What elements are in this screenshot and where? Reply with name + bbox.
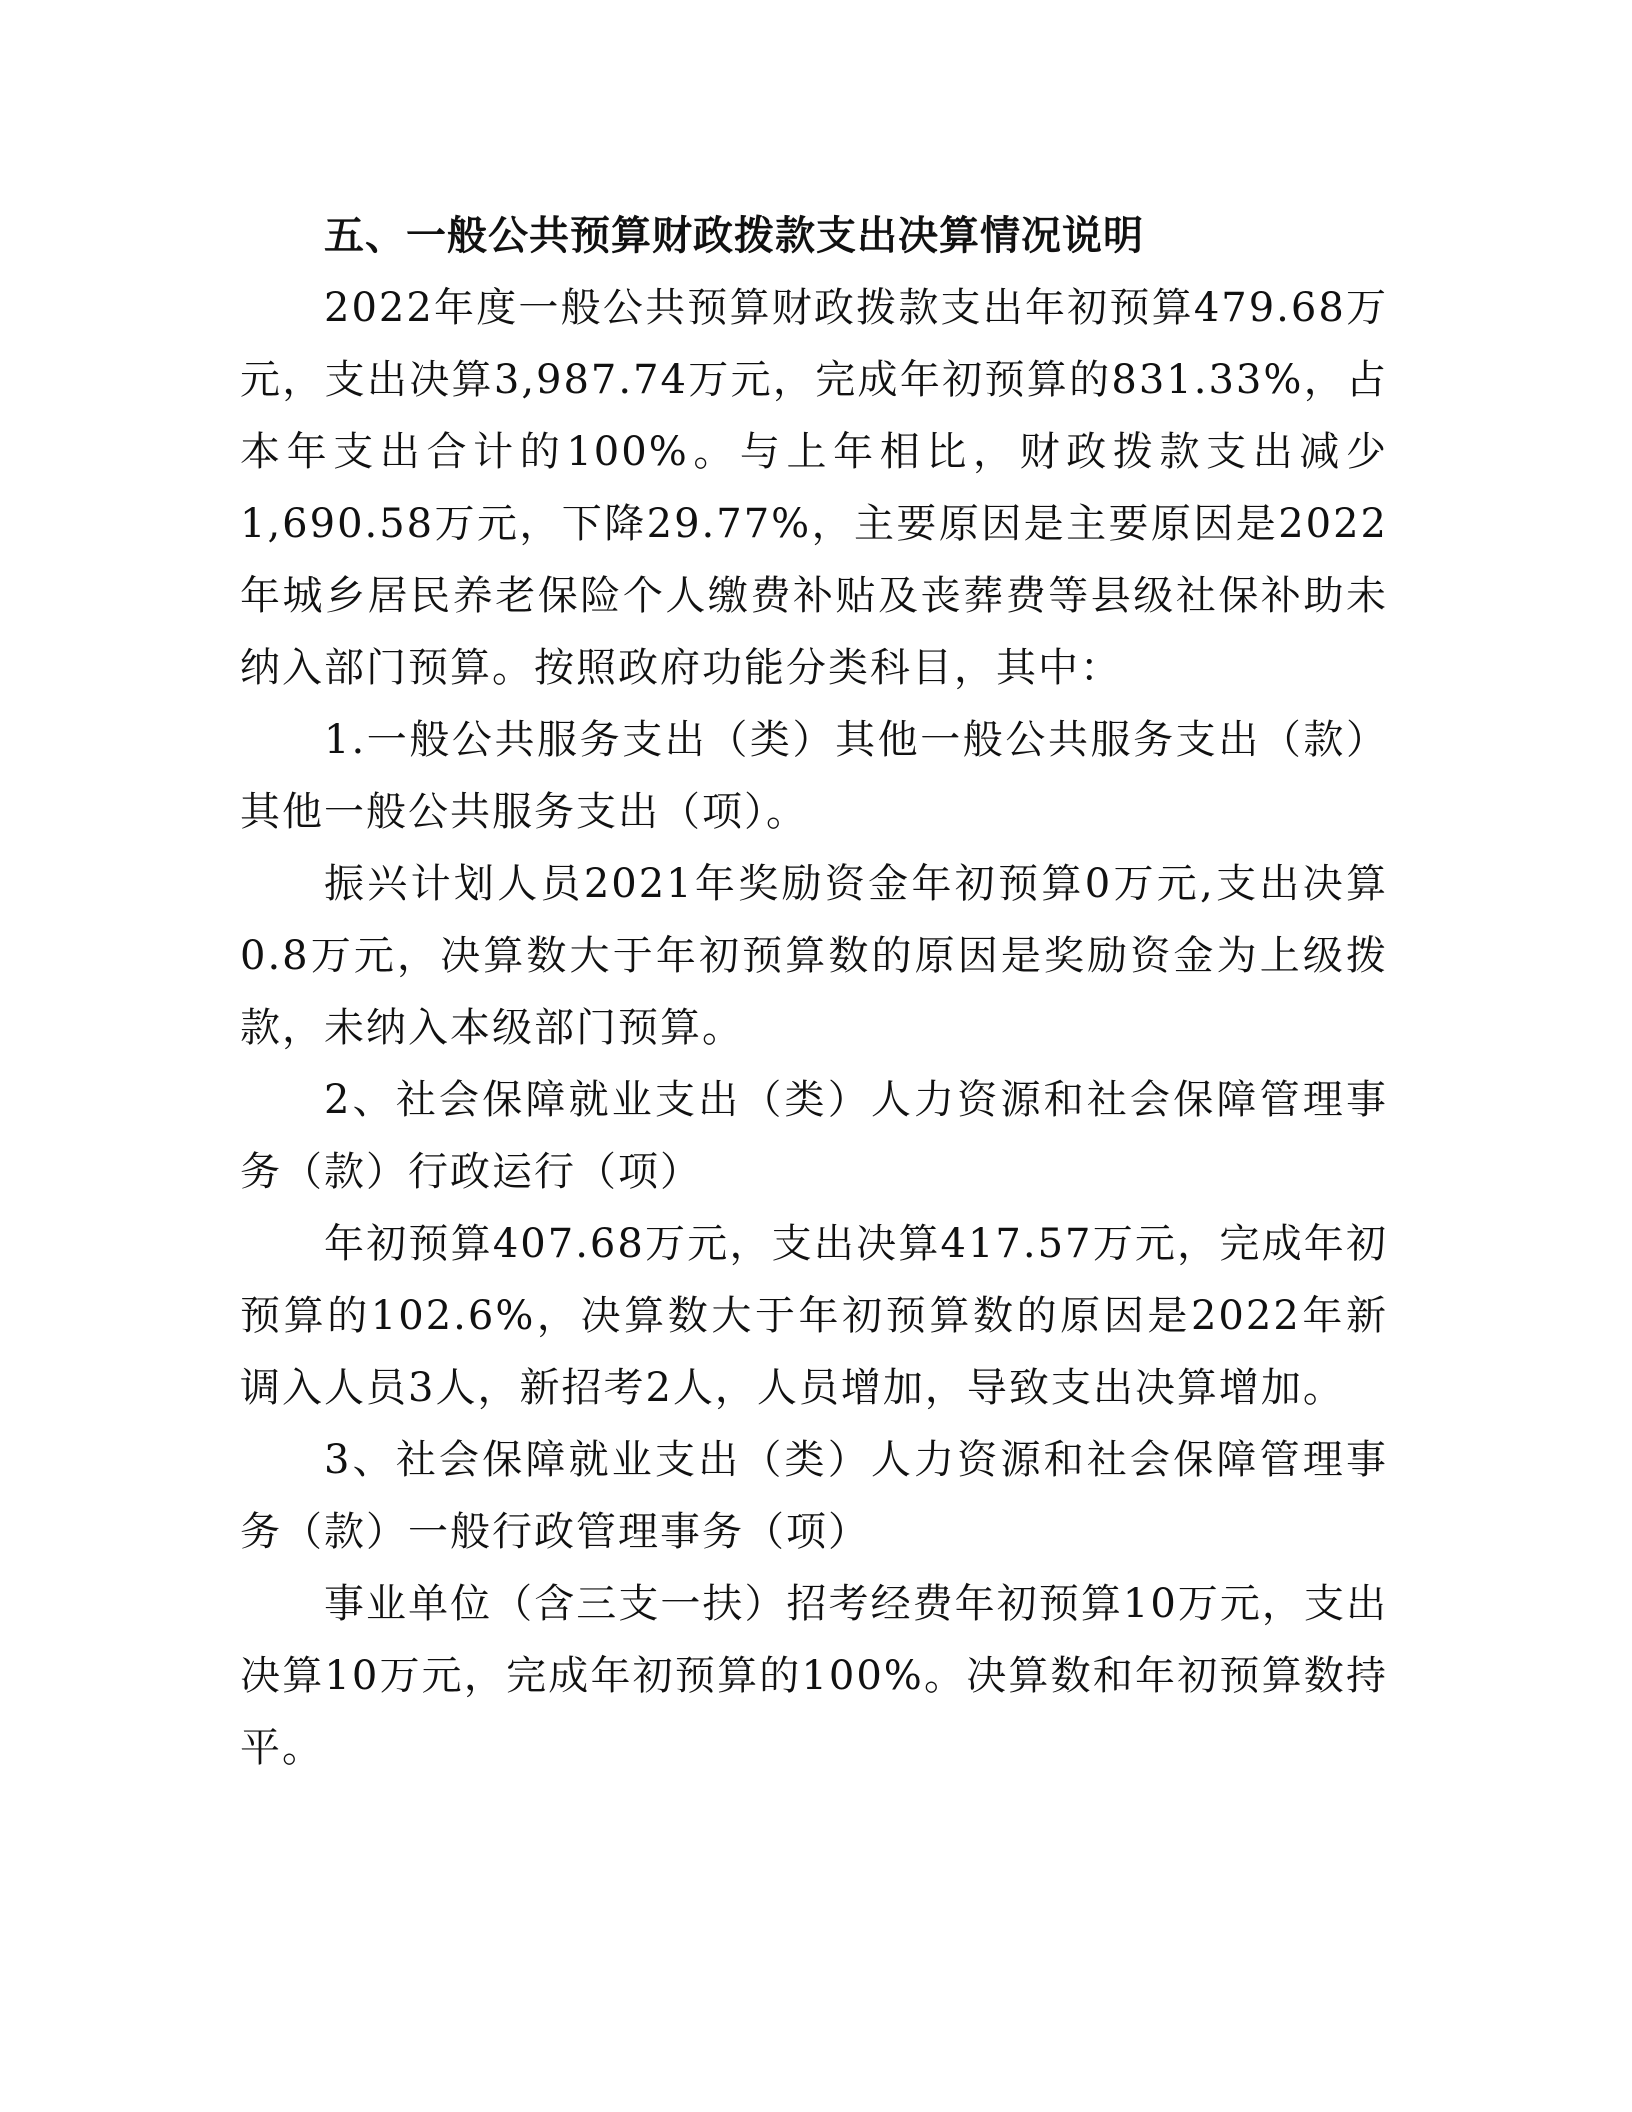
section-heading: 五、一般公共预算财政拨款支出决算情况说明	[324, 213, 1144, 259]
paragraph-item-1-detail: 振兴计划人员2021年奖励资金年初预算0万元,支出决算0.8万元，决算数大于年初预算数的原因是奖励资金为上级拨款，未纳入本级部门预算。	[240, 861, 1388, 1051]
paragraph-item-3-title: 3、社会保障就业支出（类）人力资源和社会保障管理事务（款）一般行政管理事务（项）	[240, 1437, 1388, 1555]
paragraph-item-1-title: 1.一般公共服务支出（类）其他一般公共服务支出（款）其他一般公共服务支出（项）。	[240, 717, 1388, 835]
paragraph-summary: 2022年度一般公共预算财政拨款支出年初预算479.68万元，支出决算3,987.74万元，完成年初预算的831.33%，占本年支出合计的100%。与上年相比，财政拨款支出减少1,690.58万元，下降29.77%，主要原因是主要原因是2022年城乡居民养老保险个人缴费补贴及丧葬费等县级社保补助未纳入部门预算。按照政府功能分类科目，其中：	[240, 285, 1388, 691]
paragraph-item-2-detail: 年初预算407.68万元，支出决算417.57万元，完成年初预算的102.6%，决算数大于年初预算数的原因是2022年新调入人员3人，新招考2人，人员增加，导致支出决算增加。	[240, 1221, 1388, 1411]
paragraph-item-3-detail: 事业单位（含三支一扶）招考经费年初预算10万元，支出决算10万元，完成年初预算的100%。决算数和年初预算数持平。	[240, 1581, 1388, 1771]
paragraph-item-2-title: 2、社会保障就业支出（类）人力资源和社会保障管理事务（款）行政运行（项）	[240, 1077, 1388, 1195]
document-body	[240, 200, 1388, 1784]
